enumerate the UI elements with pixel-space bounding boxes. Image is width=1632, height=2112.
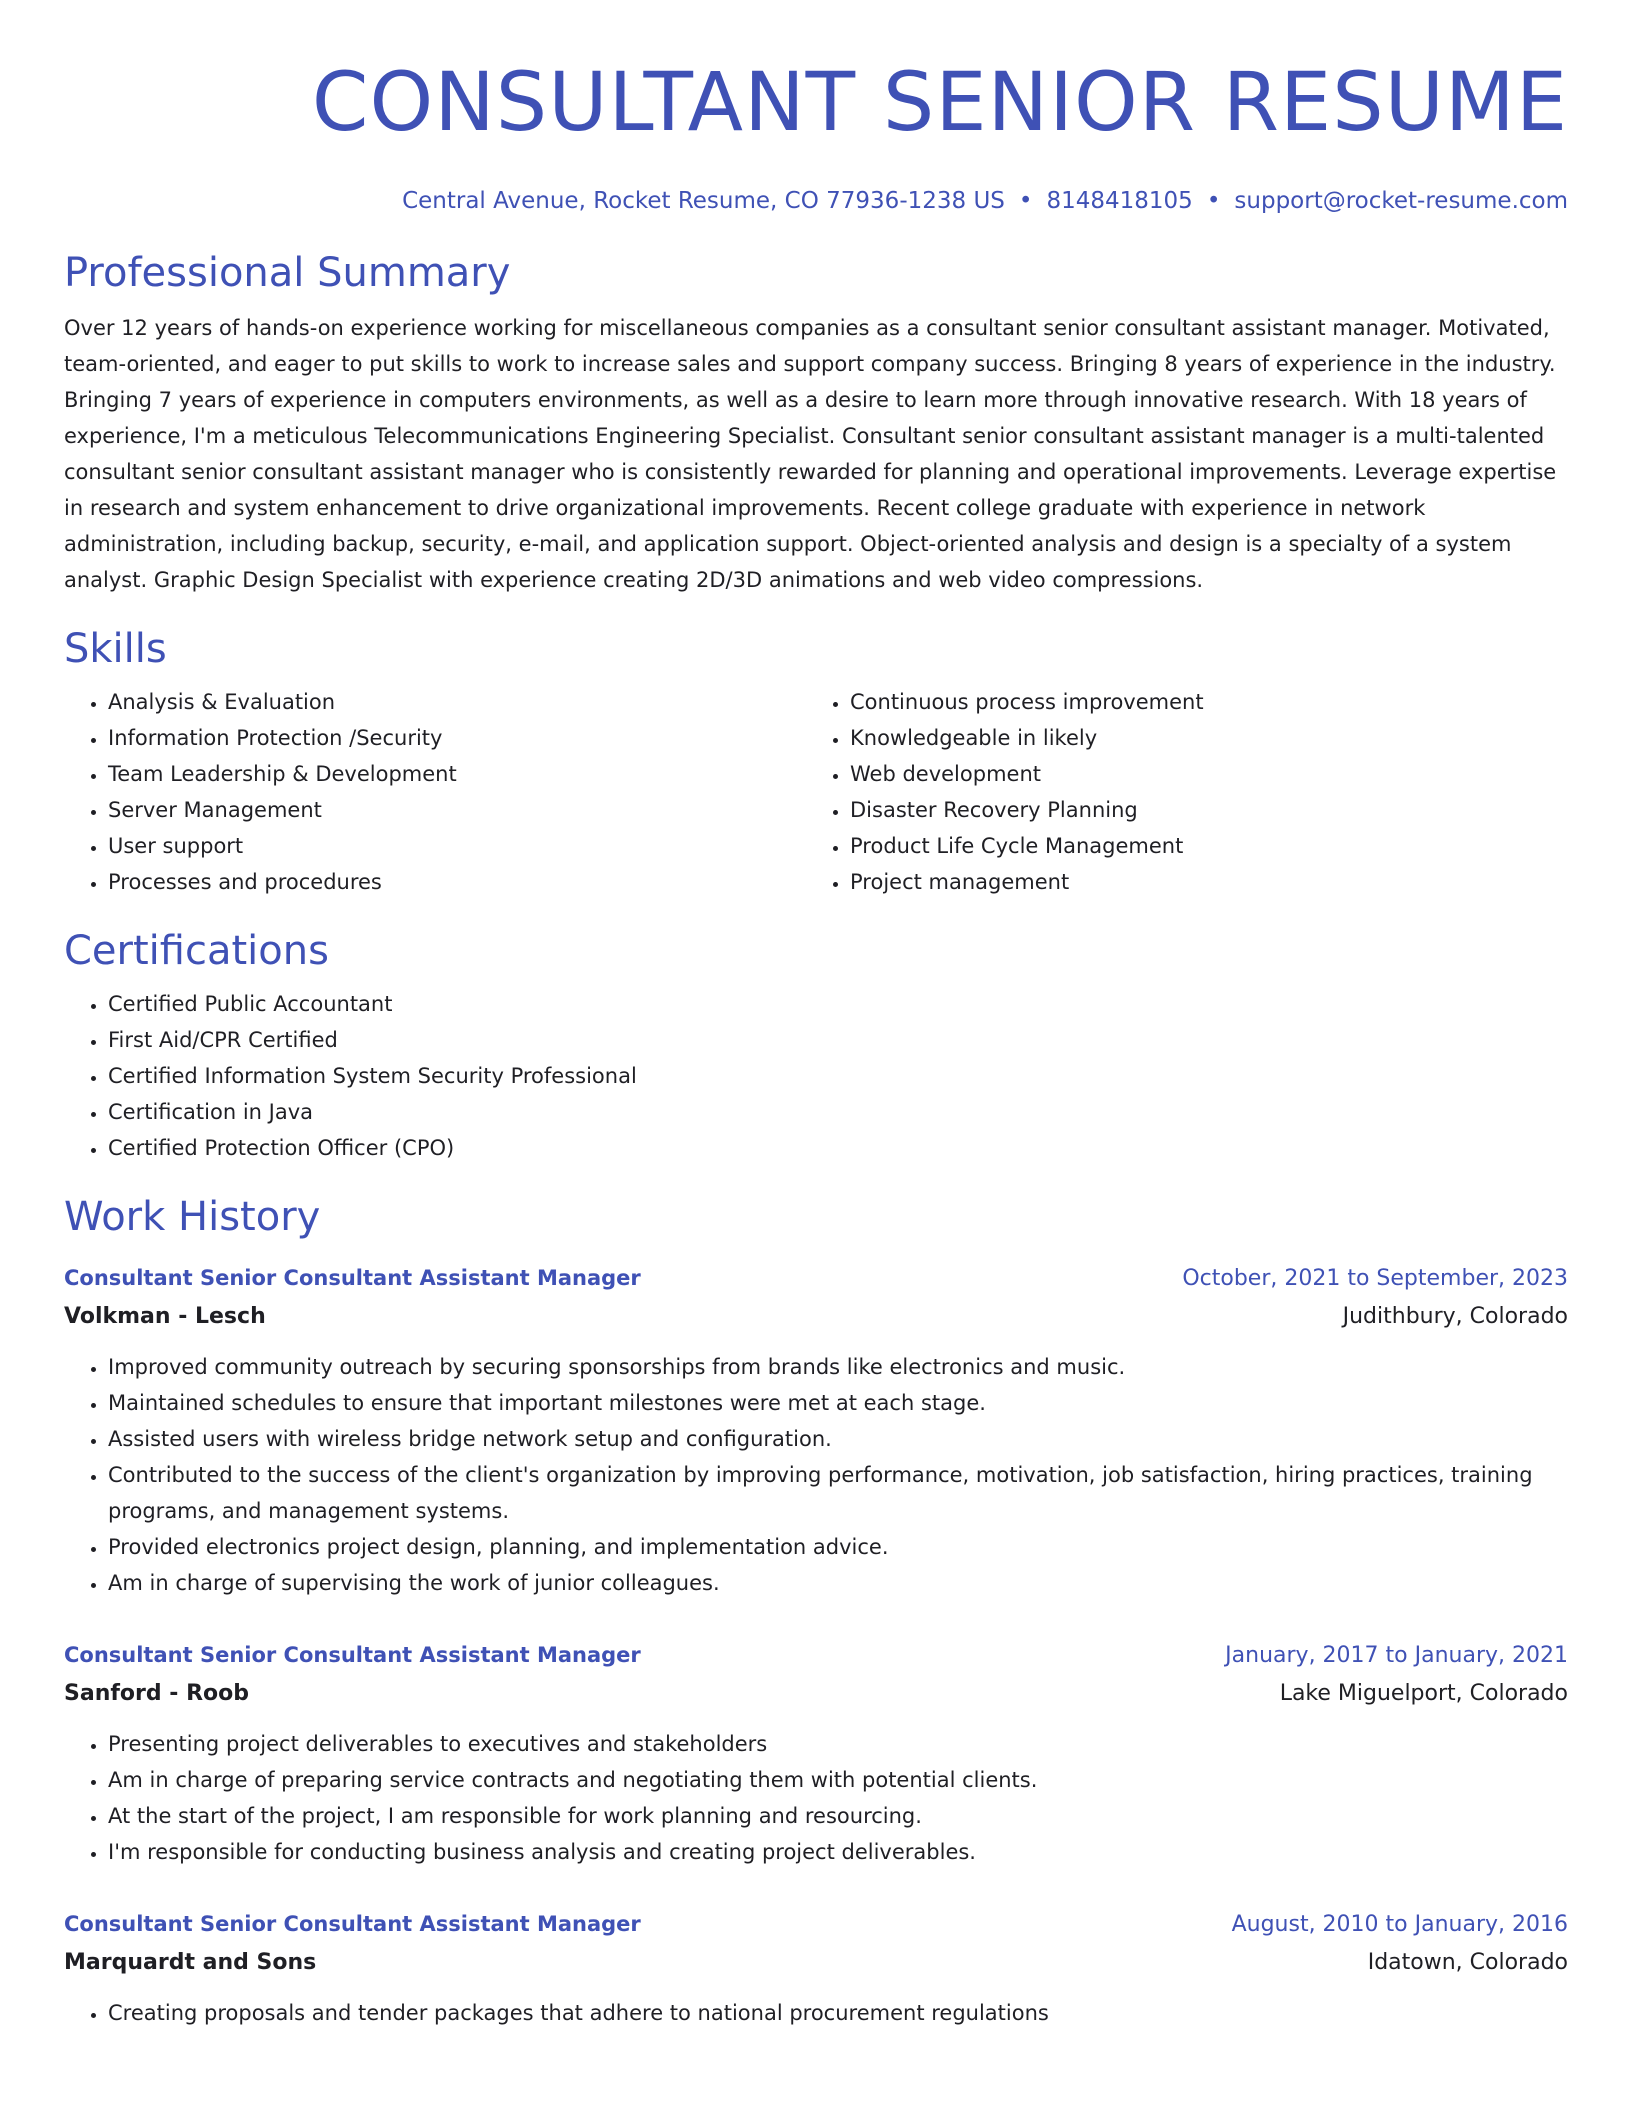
job-header-row bbox=[64, 1637, 1568, 1674]
skill-item: • Server Management bbox=[108, 792, 806, 828]
contact-email: support@rocket-resume.com bbox=[1234, 188, 1568, 214]
job-company: Sanford - Roob bbox=[64, 1681, 250, 1706]
skill-item: • Project management bbox=[850, 864, 1548, 900]
skill-item: • Web development bbox=[850, 756, 1548, 792]
certification-item: • First Aid/CPR Certified bbox=[108, 1022, 1568, 1058]
job-location: Lake Miguelport, Colorado bbox=[1279, 1681, 1568, 1706]
job-duty-item: • I'm responsible for conducting business analysis and creating project deliverables. bbox=[108, 1834, 1568, 1870]
skill-item: • Processes and procedures bbox=[108, 864, 806, 900]
section-heading-skills: Skills bbox=[64, 626, 167, 672]
job-duty-item: • Provided electronics project design, planning, and implementation advice. bbox=[108, 1529, 1568, 1565]
job-duty-item: • Am in charge of supervising the work of junior colleagues. bbox=[108, 1565, 1568, 1601]
job-company: Volkman - Lesch bbox=[64, 1304, 266, 1329]
skill-item: • Team Leadership & Development bbox=[108, 756, 806, 792]
skill-item: • Knowledgeable in likely bbox=[850, 720, 1548, 756]
skills-grid bbox=[64, 674, 1568, 900]
contact-separator: • bbox=[1206, 188, 1221, 214]
skill-item: • Analysis & Evaluation bbox=[108, 684, 806, 720]
skill-item: • Disaster Recovery Planning bbox=[850, 792, 1548, 828]
certifications-section bbox=[64, 926, 1568, 1166]
job-title: Consultant Senior Consultant Assistant Manager bbox=[64, 1643, 641, 1667]
skill-item: • Continuous process improvement bbox=[850, 684, 1548, 720]
skills-column-right bbox=[806, 674, 1548, 900]
professional-summary-section bbox=[64, 248, 1568, 598]
certification-item: • Certified Public Accountant bbox=[108, 986, 1568, 1022]
section-heading-certifications: Certifications bbox=[64, 928, 329, 974]
skill-item: • User support bbox=[108, 828, 806, 864]
job-entry bbox=[64, 1906, 1568, 2031]
job-title: Consultant Senior Consultant Assistant Manager bbox=[64, 1912, 641, 1936]
job-duty-item: • Maintained schedules to ensure that important milestones were met at each stage. bbox=[108, 1385, 1568, 1421]
certification-item: • Certified Protection Officer (CPO) bbox=[108, 1130, 1568, 1166]
job-entry bbox=[64, 1637, 1568, 1870]
resume-page bbox=[64, 0, 1568, 2031]
job-dates: January, 2017 to January, 2021 bbox=[1225, 1643, 1568, 1668]
summary-text: Over 12 years of hands-on experience working for miscellaneous companies as a consultant senior consultant assistant manager. Motivated, team-oriented, and eager to put skills to work to increase sales and support company success. Bringing 8 years of experience in the industry. Bringing 7 years of experience in computers environments, as well as a desire to learn more through innovative research. With 18 years of experience, I'm a meticulous Telecommunications Engineering Specialist. Consultant senior consultant assistant manager is a multi-talented consultant senior consultant assistant manager who is consistently rewarded for planning and operational improvements. Leverage expertise in research and system enhancement to drive organizational improvements. Recent college graduate with experience in network administration, including backup, security, e-mail, and application support. Object-oriented analysis and design is a specialty of a system analyst. Graphic Design Specialist with experience creating 2D/3D animations and web video compressions. bbox=[64, 316, 1557, 592]
job-location: Idatown, Colorado bbox=[1367, 1950, 1568, 1975]
contact-phone: 8148418105 bbox=[1046, 188, 1193, 214]
job-entry bbox=[64, 1260, 1568, 1601]
contact-address: Central Avenue, Rocket Resume, CO 77936-1238 US bbox=[402, 188, 1005, 214]
contact-separator: • bbox=[1018, 188, 1033, 214]
job-title: Consultant Senior Consultant Assistant Manager bbox=[64, 1266, 641, 1290]
job-duties-list bbox=[64, 1726, 1568, 1870]
contact-line bbox=[64, 186, 1568, 216]
certifications-list bbox=[64, 986, 1568, 1166]
job-company: Marquardt and Sons bbox=[64, 1950, 317, 1975]
job-duty-item: • Presenting project deliverables to executives and stakeholders bbox=[108, 1726, 1568, 1762]
resume-title: CONSULTANT SENIOR RESUME bbox=[311, 56, 1568, 150]
job-duties-list bbox=[64, 1995, 1568, 2031]
job-duty-item: • Am in charge of preparing service contracts and negotiating them with potential clients. bbox=[108, 1762, 1568, 1798]
job-duty-item: • Creating proposals and tender packages that adhere to national procurement regulations bbox=[108, 1995, 1568, 2031]
job-duty-item: • At the start of the project, I am responsible for work planning and resourcing. bbox=[108, 1798, 1568, 1834]
job-header-row bbox=[64, 1906, 1568, 1943]
job-dates: October, 2021 to September, 2023 bbox=[1182, 1266, 1568, 1291]
work-history-section bbox=[64, 1192, 1568, 2031]
certification-item: • Certified Information System Security Professional bbox=[108, 1058, 1568, 1094]
job-header-row bbox=[64, 1260, 1568, 1297]
job-duty-item: • Improved community outreach by securing sponsorships from brands like electronics and music. bbox=[108, 1349, 1568, 1385]
skill-item: • Information Protection /Security bbox=[108, 720, 806, 756]
job-location: Judithbury, Colorado bbox=[1342, 1304, 1568, 1329]
job-dates: August, 2010 to January, 2016 bbox=[1231, 1912, 1568, 1937]
job-company-row bbox=[64, 1297, 1568, 1337]
job-duty-item: • Assisted users with wireless bridge network setup and configuration. bbox=[108, 1421, 1568, 1457]
skills-column-left bbox=[64, 674, 806, 900]
skill-item: • Product Life Cycle Management bbox=[850, 828, 1548, 864]
section-heading-summary: Professional Summary bbox=[64, 250, 511, 296]
job-duty-item: • Contributed to the success of the client's organization by improving performance, motivation, job satisfaction, hiring practices, training programs, and management systems. bbox=[108, 1457, 1568, 1529]
job-duties-list bbox=[64, 1349, 1568, 1601]
certification-item: • Certification in Java bbox=[108, 1094, 1568, 1130]
job-company-row bbox=[64, 1674, 1568, 1714]
skills-list-right bbox=[806, 684, 1548, 900]
job-company-row bbox=[64, 1943, 1568, 1983]
skills-section bbox=[64, 624, 1568, 900]
skills-list-left bbox=[64, 684, 806, 900]
section-heading-work-history: Work History bbox=[64, 1194, 321, 1240]
